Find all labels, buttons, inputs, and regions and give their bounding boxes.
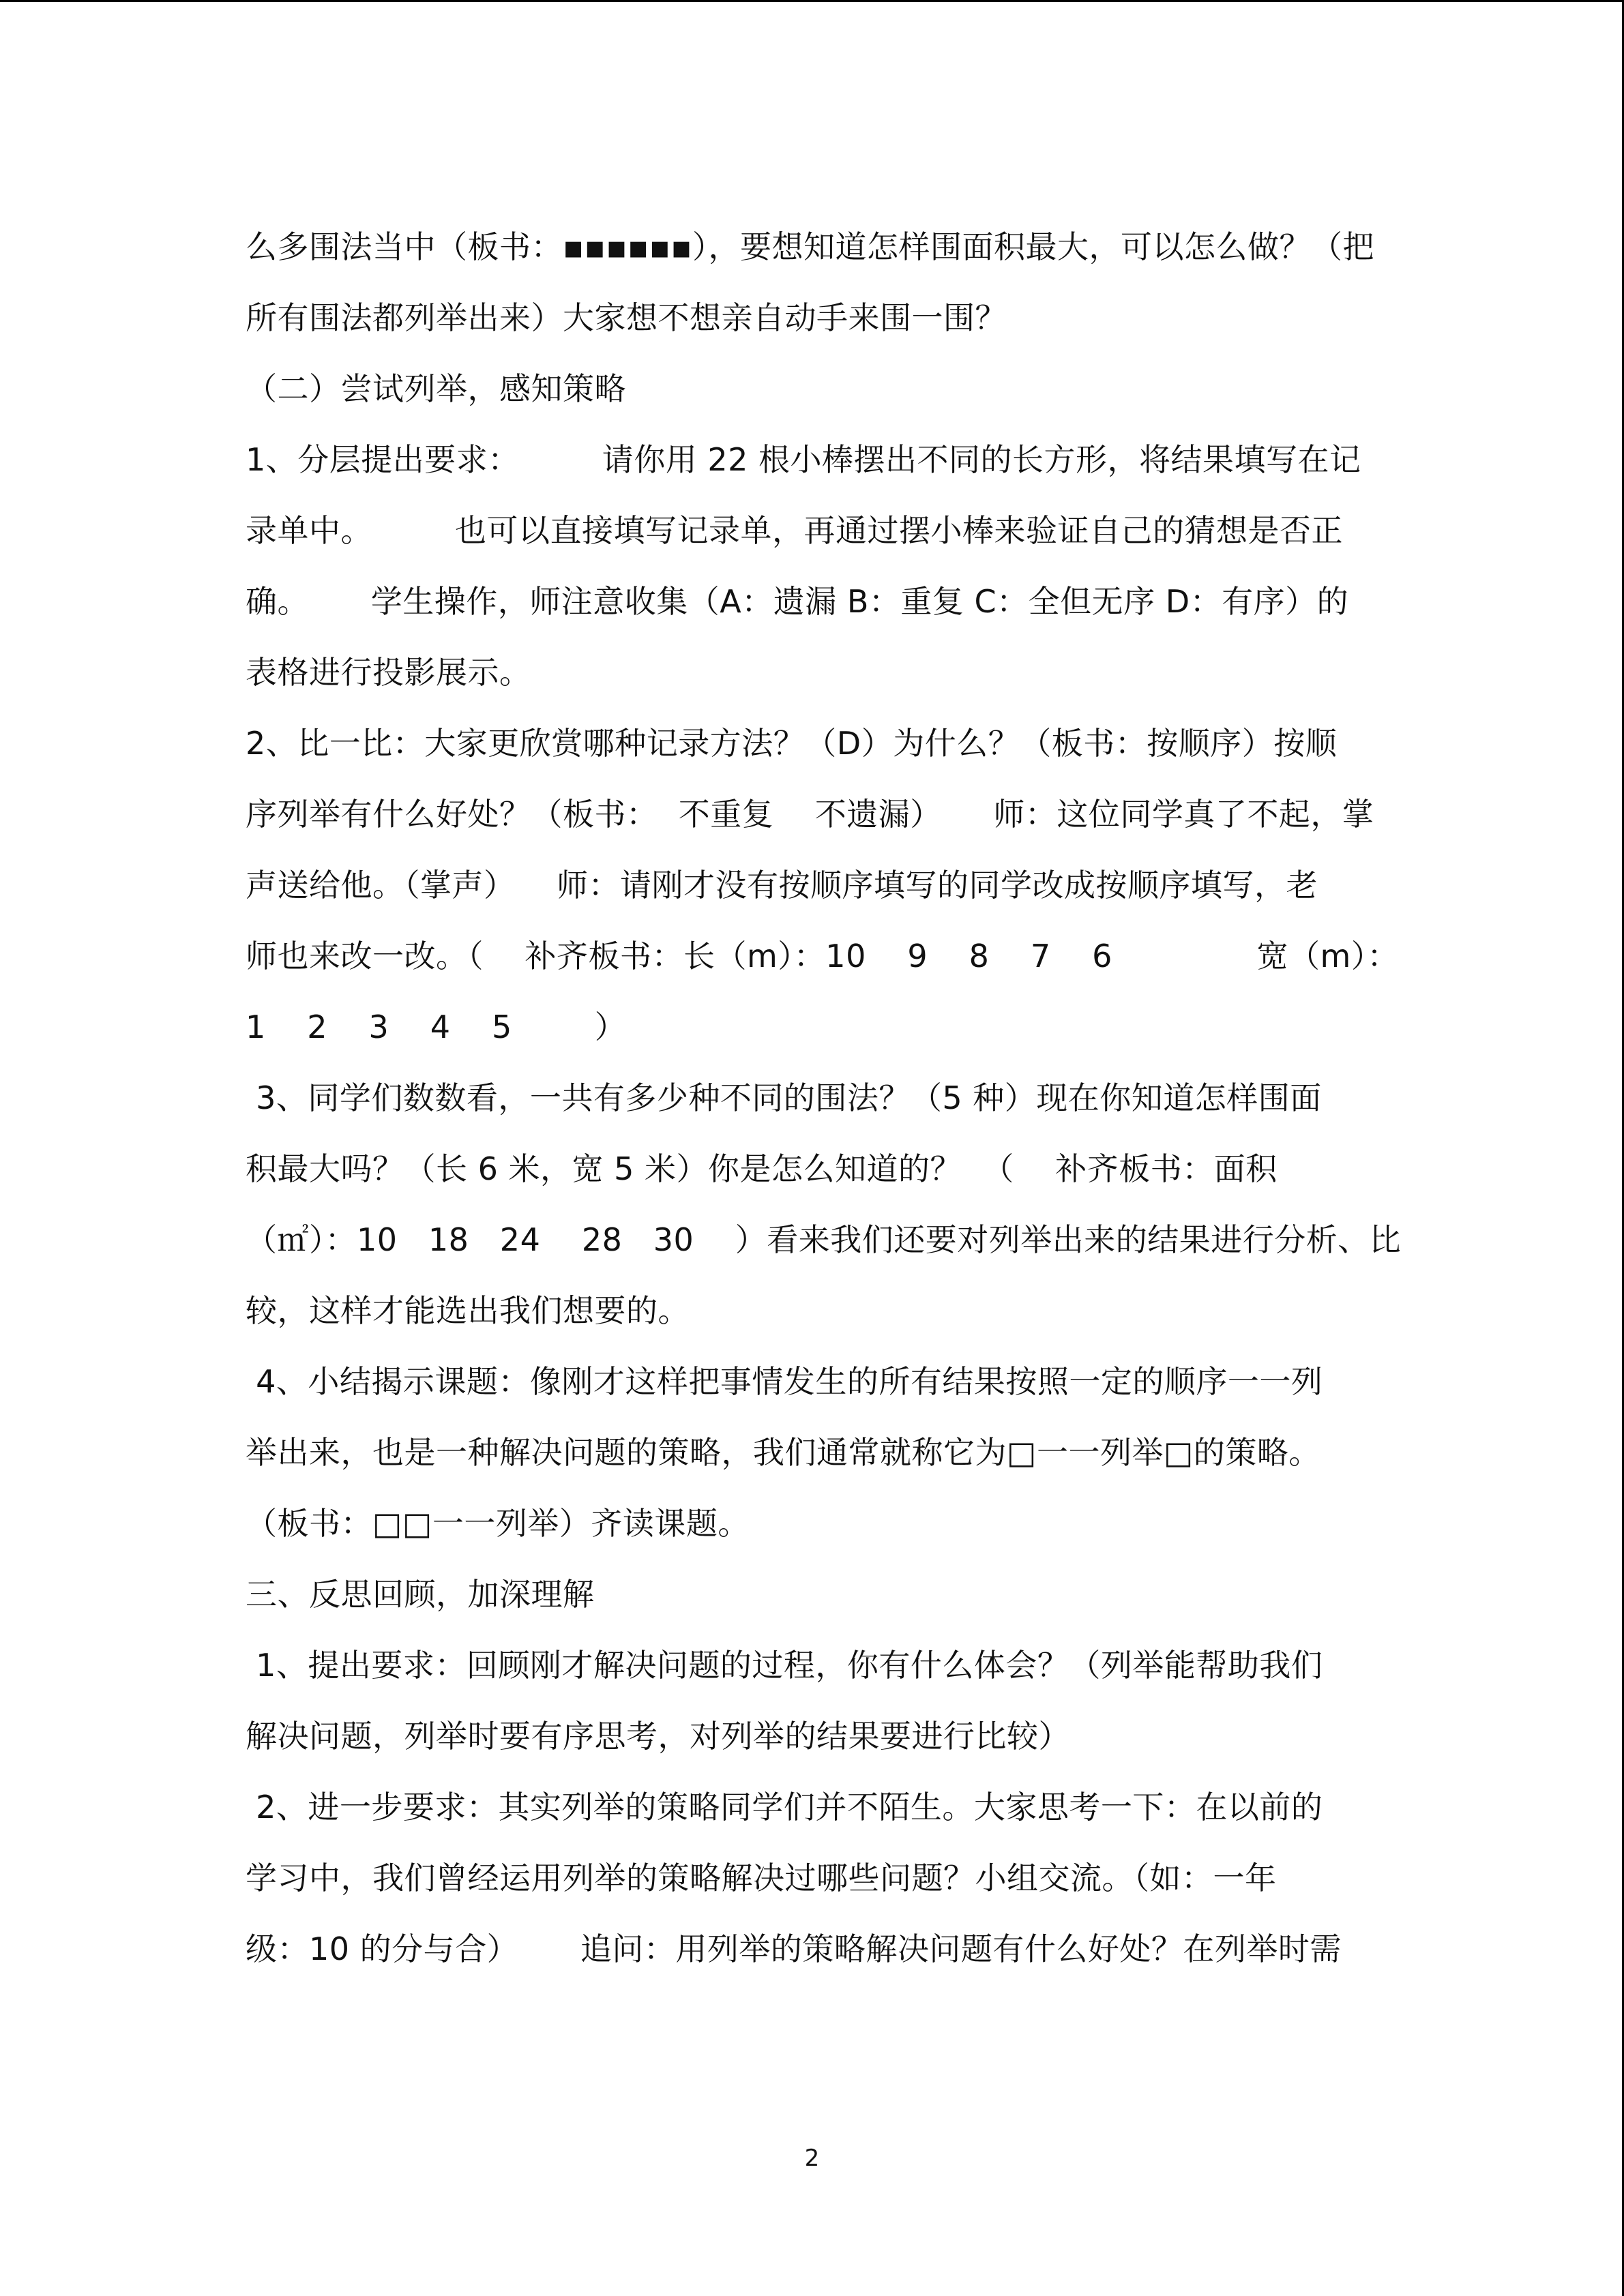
text-line: （板书：□□一一列举）齐读课题。 <box>246 1505 750 1542</box>
text-line: 学习中，我们曾经运用列举的策略解决过哪些问题？小组交流。（如：一年 <box>246 1860 1277 1896</box>
text-line: 解决问题，列举时要有序思考，对列举的结果要进行比较） <box>246 1718 1070 1755</box>
page-border-top <box>0 0 1624 2</box>
text-line: 积最大吗？（长 6 米，宽 5 米）你是怎么知道的？ （ 补齐板书：面积 <box>246 1150 1278 1187</box>
text-line: 所有围法都列举出来）大家想不想亲自动手来围一围？ <box>246 299 1007 336</box>
text-line: 级：10 的分与合） 追问：用列举的策略解决问题有什么好处？在列举时需 <box>246 1930 1342 1967</box>
text-line: 1、提出要求：回顾刚才解决问题的过程，你有什么体会？（列举能帮助我们 <box>246 1647 1323 1684</box>
text-line: 1 2 3 4 5 ） <box>246 1009 627 1045</box>
text-line: 序列举有什么好处？（板书： 不重复 不遗漏） 师：这位同学真了不起，掌 <box>246 796 1374 833</box>
document-body <box>246 211 1402 1984</box>
text-line: 4、小结揭示课题：像刚才这样把事情发生的所有结果按照一定的顺序一一列 <box>246 1363 1323 1400</box>
text-line: 3、同学们数数看，一共有多少种不同的围法？（5 种）现在你知道怎样围面 <box>246 1079 1322 1116</box>
section-heading: 三、反思回顾，加深理解 <box>246 1576 595 1613</box>
text-line: 举出来，也是一种解决问题的策略，我们通常就称它为□一一列举□的策略。 <box>246 1434 1320 1471</box>
text-line: 确。 学生操作，师注意收集（A：遗漏 B：重复 C：全但无序 D：有序）的 <box>246 583 1349 620</box>
text-line: 1、分层提出要求： 请你用 22 根小棒摆出不同的长方形，将结果填写在记 <box>246 441 1361 478</box>
section-heading: （二）尝试列举，感知策略 <box>246 370 626 407</box>
page-number: 2 <box>804 2145 820 2172</box>
text-line: （㎡）：10 18 24 28 30 ）看来我们还要对列举出来的结果进行分析、比 <box>246 1221 1402 1258</box>
text-line: 声送给他。（掌声） 师：请刚才没有按顺序填写的同学改成按顺序填写，老 <box>246 867 1318 904</box>
text-line: 表格进行投影展示。 <box>246 654 531 691</box>
text-line: 么多围法当中（板书：▪▪▪▪▪▪），要想知道怎样围面积最大，可以怎么做？（把 <box>246 228 1375 265</box>
text-line: 较，这样才能选出我们想要的。 <box>246 1292 690 1329</box>
text-line: 录单中。 也可以直接填写记录单，再通过摆小棒来验证自己的猜想是否正 <box>246 512 1343 549</box>
text-line: 2、进一步要求：其实列举的策略同学们并不陌生。大家思考一下：在以前的 <box>246 1789 1323 1825</box>
text-line: 2、比一比：大家更欣赏哪种记录方法？（D）为什么？（板书：按顺序）按顺 <box>246 725 1338 762</box>
text-line: 师也来改一改。（ 补齐板书：长（m）：10 9 8 7 6 宽（m）： <box>246 938 1399 974</box>
